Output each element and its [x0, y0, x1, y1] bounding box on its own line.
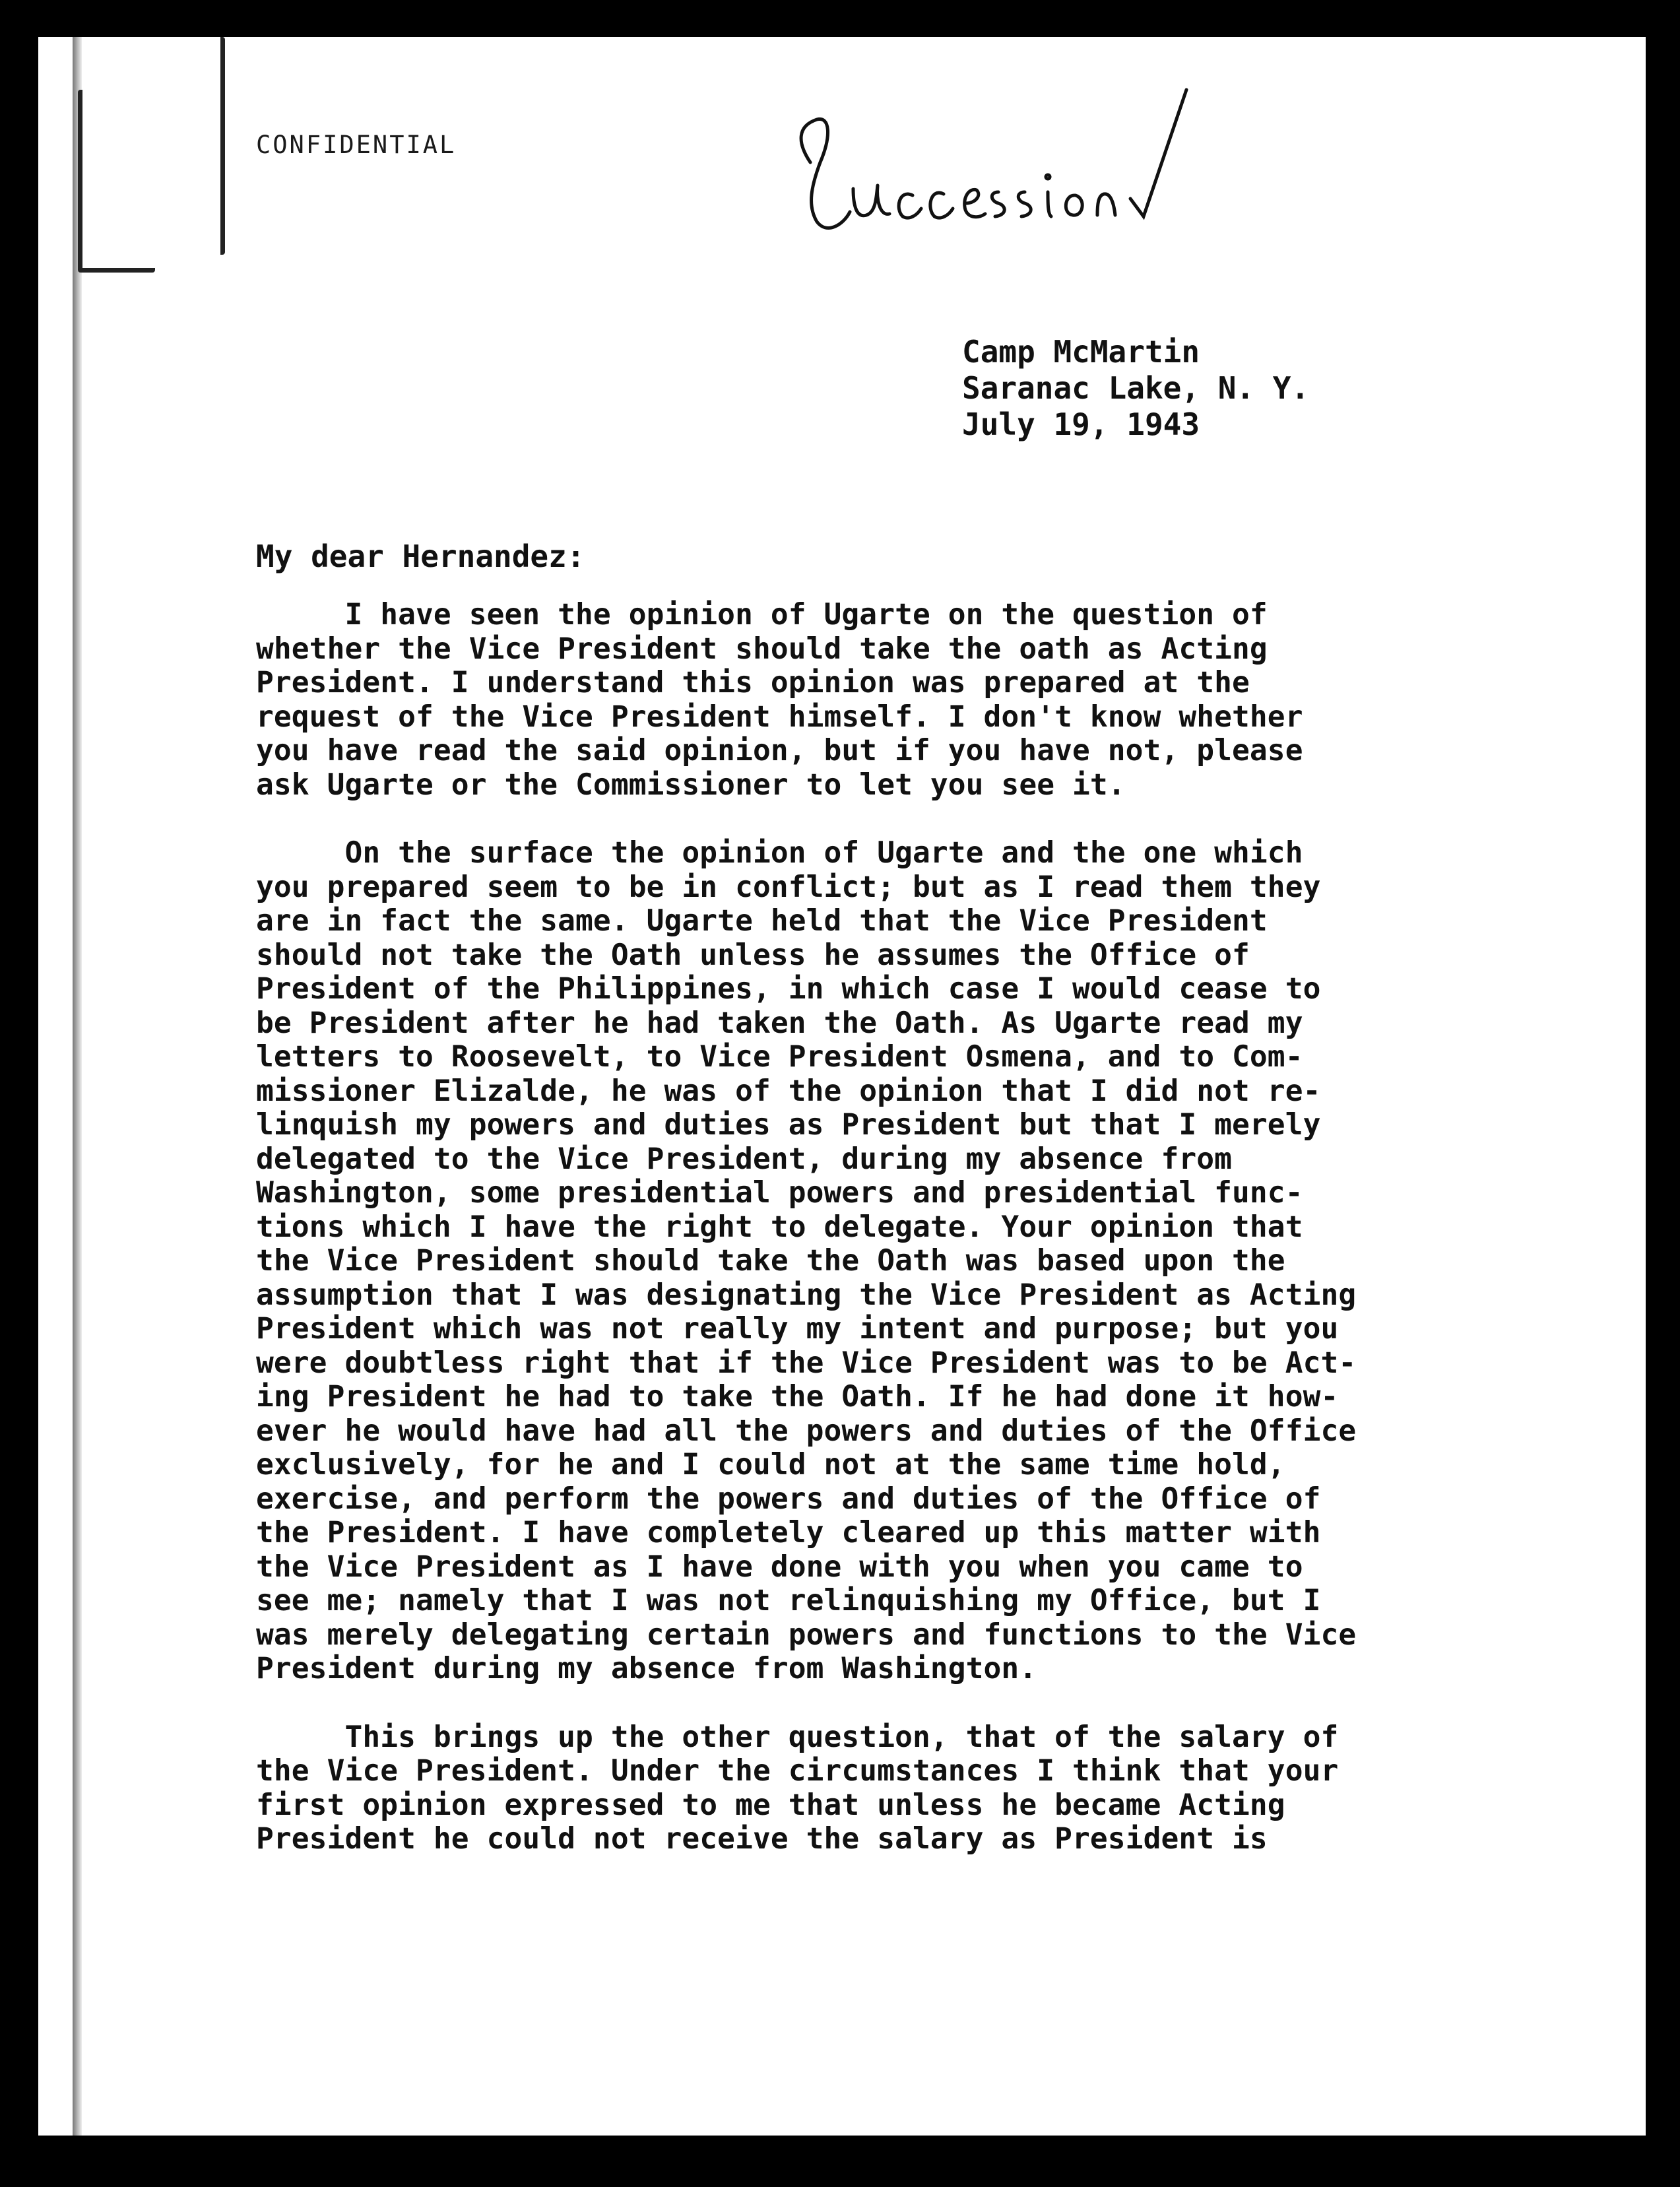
text-line: the President. I have completely cleared up this matter with — [256, 1516, 1321, 1550]
page-edge-shadow — [73, 37, 82, 2136]
paper-clip-mark-right — [203, 37, 225, 255]
text-line: Washington, some presidential powers and presidential func- — [256, 1176, 1303, 1210]
text-line: exclusively, for he and I could not at the same time hold, — [256, 1448, 1285, 1482]
address-line: Saranac Lake, N. Y. — [962, 370, 1310, 406]
text-line: were doubtless right that if the Vice President was to be Act- — [256, 1346, 1357, 1380]
text-line: request of the Vice President himself. I don't know whether — [256, 700, 1303, 734]
text-line: On the surface the opinion of Ugarte and the one which — [256, 836, 1303, 870]
text-line: This brings up the other question, that of the salary of — [256, 1720, 1339, 1754]
text-line: delegated to the Vice President, during my absence from — [256, 1142, 1233, 1176]
paper-clip-mark — [78, 90, 155, 273]
text-line: exercise, and perform the powers and duties of the Office of — [256, 1482, 1321, 1516]
paragraph-3 — [256, 1720, 1563, 1856]
text-line: President. I understand this opinion was prepared at the — [256, 666, 1250, 700]
paragraph-2 — [256, 836, 1563, 1686]
text-line: assumption that I was designating the Vice President as Acting — [256, 1278, 1357, 1312]
text-line: tions which I have the right to delegate. Your opinion that — [256, 1210, 1303, 1244]
paragraph-1 — [256, 598, 1563, 802]
text-line: you prepared seem to be in conflict; but as I read them they — [256, 870, 1321, 904]
text-line: should not take the Oath unless he assumes the Office of — [256, 938, 1250, 972]
text-line: the Vice President. Under the circumstances I think that your — [256, 1754, 1339, 1788]
address-line: Camp McMartin — [962, 334, 1200, 370]
text-line: ing President he had to take the Oath. If he had done it how- — [256, 1380, 1339, 1414]
text-line: linquish my powers and duties as President but that I merely — [256, 1108, 1321, 1142]
text-line: President during my absence from Washington. — [256, 1652, 1037, 1685]
text-line: ask Ugarte or the Commissioner to let you see it. — [256, 767, 1126, 802]
text-line: I have seen the opinion of Ugarte on the question of — [256, 598, 1268, 632]
text-line: missioner Elizalde, he was of the opinion that I did not re- — [256, 1074, 1321, 1108]
text-line: letters to Roosevelt, to Vice President Osmena, and to Com- — [256, 1040, 1303, 1074]
text-line: the Vice President should take the Oath was based upon the — [256, 1244, 1285, 1278]
text-line: President which was not really my intent and purpose; but you — [256, 1312, 1339, 1346]
confidential-stamp: CONFIDENTIAL — [256, 131, 457, 159]
text-line: whether the Vice President should take the oath as Acting — [256, 632, 1268, 666]
text-line: first opinion expressed to me that unless he became Acting — [256, 1788, 1285, 1822]
text-line: you have read the said opinion, but if you have not, please — [256, 734, 1303, 767]
text-line: see me; namely that I was not relinquishing my Office, but I — [256, 1584, 1321, 1617]
salutation: My dear Hernandez: — [256, 539, 585, 574]
document-page — [38, 37, 1646, 2136]
handwriting-signature-icon — [771, 63, 1193, 261]
text-line: the Vice President as I have done with you when you came to — [256, 1550, 1303, 1584]
text-line: President he could not receive the salary as President is — [256, 1822, 1268, 1856]
text-line: are in fact the same. Ugarte held that the Vice President — [256, 904, 1268, 938]
text-line: ever he would have had all the powers and duties of the Office — [256, 1414, 1357, 1448]
text-line: President of the Philippines, in which case I would cease to — [256, 972, 1321, 1006]
text-line: was merely delegating certain powers and functions to the Vice — [256, 1617, 1357, 1652]
letter-body — [256, 598, 1563, 1891]
handwritten-annotation — [771, 63, 1193, 261]
letter-date: July 19, 1943 — [962, 407, 1200, 442]
return-address — [962, 334, 1309, 443]
text-line: be President after he had taken the Oath. As Ugarte read my — [256, 1006, 1303, 1040]
